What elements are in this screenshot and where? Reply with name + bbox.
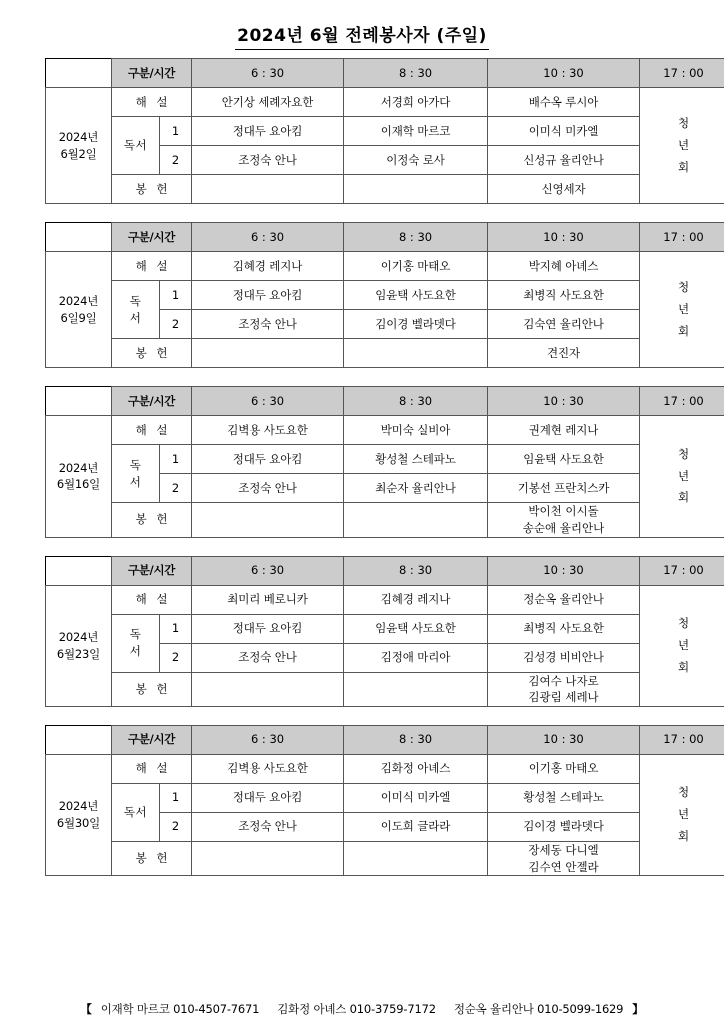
offering-names-2 bbox=[344, 503, 488, 537]
reading1-row bbox=[46, 445, 724, 474]
offering-row bbox=[46, 503, 724, 537]
reading2-name-2: 이도희 글라라 bbox=[344, 812, 488, 841]
reading-number-1: 1 bbox=[160, 445, 192, 474]
reading2-name-1: 조정숙 안나 bbox=[192, 146, 344, 175]
reading1-name-3: 황성철 스테파노 bbox=[488, 783, 640, 812]
header-time-4: 17 : 00 bbox=[640, 725, 724, 754]
reading2-name-1: 조정숙 안나 bbox=[192, 310, 344, 339]
date-cell-line-2: 6월2일 bbox=[60, 146, 97, 161]
commentary-row bbox=[46, 88, 724, 117]
header-time-4: 17 : 00 bbox=[640, 59, 724, 88]
commentary-name-1: 김벽용 사도요한 bbox=[192, 754, 344, 783]
reading1-name-3: 최병직 사도요한 bbox=[488, 281, 640, 310]
header-time-3: 10 : 30 bbox=[488, 387, 640, 416]
youth-group-cell-line-3: 회 bbox=[677, 159, 690, 174]
reading-number-1: 1 bbox=[160, 281, 192, 310]
page-title: 2024년 6월 전례봉사자 (주일) bbox=[235, 26, 489, 50]
header-section-label: 구분/시간 bbox=[112, 387, 192, 416]
date-cell bbox=[46, 252, 112, 368]
reading2-name-3: 김성경 비비안나 bbox=[488, 643, 640, 672]
offering-names-1 bbox=[192, 175, 344, 204]
reading1-row bbox=[46, 281, 724, 310]
header-blank-cell bbox=[46, 725, 112, 754]
role-label-reading-line-2: 서 bbox=[129, 474, 142, 489]
youth-group-cell-line-2: 년 bbox=[677, 468, 690, 483]
offering-row bbox=[46, 175, 724, 204]
youth-group-cell-line-3: 회 bbox=[677, 829, 690, 844]
header-time-2: 8 : 30 bbox=[344, 725, 488, 754]
commentary-name-3: 박지혜 아녜스 bbox=[488, 252, 640, 281]
header-time-3: 10 : 30 bbox=[488, 223, 640, 252]
commentary-row bbox=[46, 416, 724, 445]
offering-names-3-lines bbox=[488, 503, 639, 536]
footer-contact-phone-3: 010-5099-1629 bbox=[533, 1002, 624, 1016]
header-section-label: 구분/시간 bbox=[112, 223, 192, 252]
offering-names-3 bbox=[488, 503, 640, 537]
header-time-3: 10 : 30 bbox=[488, 556, 640, 585]
footer-contact-phone-1: 010-4507-7671 bbox=[169, 1002, 260, 1016]
header-time-1: 6 : 30 bbox=[192, 725, 344, 754]
header-blank-cell bbox=[46, 556, 112, 585]
reading1-name-3: 이미식 미카엘 bbox=[488, 117, 640, 146]
offering-row bbox=[46, 672, 724, 706]
youth-group-cell bbox=[640, 252, 724, 368]
commentary-name-3: 이기홍 마태오 bbox=[488, 754, 640, 783]
footer-contact-2 bbox=[277, 1001, 436, 1017]
reading-number-2: 2 bbox=[160, 310, 192, 339]
role-label-reading: 독서 bbox=[112, 783, 160, 841]
header-row bbox=[46, 59, 724, 88]
offering-names-1 bbox=[192, 503, 344, 537]
role-label-commentary: 해 설 bbox=[112, 585, 192, 614]
youth-group-cell bbox=[640, 416, 724, 537]
date-cell-line-1: 2024년 bbox=[58, 294, 99, 309]
offering-names-3-line-2: 김광림 세레나 bbox=[528, 690, 599, 705]
commentary-name-1: 김벽용 사도요한 bbox=[192, 416, 344, 445]
footer-contact-name-2: 김화정 아녜스 bbox=[277, 1002, 347, 1016]
header-time-1: 6 : 30 bbox=[192, 59, 344, 88]
commentary-name-3: 정순옥 율리안나 bbox=[488, 585, 640, 614]
reading2-name-3: 김숙연 율리안나 bbox=[488, 310, 640, 339]
offering-names-3: 견진자 bbox=[488, 339, 640, 368]
youth-group-cell-line-2: 년 bbox=[677, 301, 690, 316]
commentary-name-2: 서경희 아가다 bbox=[344, 88, 488, 117]
commentary-name-1: 최미리 베로니카 bbox=[192, 585, 344, 614]
youth-group-cell-line-2: 년 bbox=[677, 807, 690, 822]
offering-names-3-line-1: 장세동 다니엘 bbox=[528, 842, 599, 857]
reading1-name-2: 이재학 마르코 bbox=[344, 117, 488, 146]
header-time-1: 6 : 30 bbox=[192, 387, 344, 416]
date-cell bbox=[46, 88, 112, 204]
youth-group-cell-line-3: 회 bbox=[677, 490, 690, 505]
offering-names-3 bbox=[488, 672, 640, 706]
commentary-name-3: 배수옥 루시아 bbox=[488, 88, 640, 117]
youth-group-cell-lines bbox=[678, 277, 689, 343]
reading-number-2: 2 bbox=[160, 146, 192, 175]
offering-names-3-lines bbox=[488, 673, 639, 706]
footer-contact-1 bbox=[101, 1001, 260, 1017]
offering-row bbox=[46, 841, 724, 875]
offering-row bbox=[46, 339, 724, 368]
offering-names-3-lines bbox=[488, 842, 639, 875]
title-container bbox=[0, 0, 724, 58]
role-label-reading-lines bbox=[130, 457, 142, 490]
reading-number-2: 2 bbox=[160, 474, 192, 503]
schedule-table-week-4 bbox=[45, 556, 724, 707]
role-label-offering: 봉 헌 bbox=[112, 503, 192, 537]
youth-group-cell bbox=[640, 585, 724, 706]
role-label-offering: 봉 헌 bbox=[112, 339, 192, 368]
offering-names-3-line-2: 송순애 율리안나 bbox=[522, 520, 605, 535]
header-row bbox=[46, 223, 724, 252]
reading1-name-2: 임윤택 사도요한 bbox=[344, 281, 488, 310]
role-label-reading-line-1: 독 bbox=[129, 627, 142, 642]
commentary-name-1: 김혜경 레지나 bbox=[192, 252, 344, 281]
header-time-2: 8 : 30 bbox=[344, 556, 488, 585]
role-label-reading-lines bbox=[130, 293, 142, 326]
header-row bbox=[46, 725, 724, 754]
youth-group-cell bbox=[640, 754, 724, 875]
date-cell-lines bbox=[59, 293, 98, 326]
header-section-label: 구분/시간 bbox=[112, 556, 192, 585]
header-time-1: 6 : 30 bbox=[192, 223, 344, 252]
reading1-name-1: 정대두 요아킴 bbox=[192, 614, 344, 643]
reading2-name-2: 김이경 벨라뎃다 bbox=[344, 310, 488, 339]
reading2-name-1: 조정숙 안나 bbox=[192, 474, 344, 503]
youth-group-cell-line-1: 청 bbox=[677, 785, 690, 800]
reading1-name-1: 정대두 요아킴 bbox=[192, 445, 344, 474]
reading2-name-2: 최순자 율리안나 bbox=[344, 474, 488, 503]
youth-group-cell bbox=[640, 88, 724, 204]
footer-contacts bbox=[0, 1001, 724, 1017]
date-cell-line-1: 2024년 bbox=[58, 130, 99, 145]
role-label-reading bbox=[112, 614, 160, 672]
commentary-row bbox=[46, 585, 724, 614]
offering-names-2 bbox=[344, 175, 488, 204]
reading1-name-2: 임윤택 사도요한 bbox=[344, 614, 488, 643]
date-cell-lines bbox=[57, 798, 100, 831]
offering-names-1 bbox=[192, 841, 344, 875]
schedule-table-week-5 bbox=[45, 725, 724, 876]
youth-group-cell-lines bbox=[678, 613, 689, 679]
reading1-name-1: 정대두 요아킴 bbox=[192, 117, 344, 146]
youth-group-cell-line-1: 청 bbox=[677, 446, 690, 461]
header-blank-cell bbox=[46, 223, 112, 252]
header-time-1: 6 : 30 bbox=[192, 556, 344, 585]
commentary-row bbox=[46, 252, 724, 281]
header-time-3: 10 : 30 bbox=[488, 59, 640, 88]
offering-names-3-line-1: 박이천 이시돌 bbox=[528, 504, 599, 519]
commentary-name-2: 박미숙 실비아 bbox=[344, 416, 488, 445]
date-cell bbox=[46, 754, 112, 875]
offering-names-3 bbox=[488, 841, 640, 875]
reading1-row bbox=[46, 117, 724, 146]
date-cell bbox=[46, 416, 112, 537]
youth-group-cell-line-1: 청 bbox=[677, 115, 690, 130]
reading1-name-3: 임윤택 사도요한 bbox=[488, 445, 640, 474]
offering-names-2 bbox=[344, 339, 488, 368]
role-label-commentary: 해 설 bbox=[112, 88, 192, 117]
role-label-reading-line-1: 독 bbox=[129, 294, 142, 309]
reading2-name-1: 조정숙 안나 bbox=[192, 812, 344, 841]
youth-group-cell-lines bbox=[678, 782, 689, 848]
offering-names-2 bbox=[344, 841, 488, 875]
date-cell-lines bbox=[57, 629, 100, 662]
header-time-3: 10 : 30 bbox=[488, 725, 640, 754]
footer-contact-phone-2: 010-3759-7172 bbox=[346, 1002, 436, 1016]
youth-group-cell-line-3: 회 bbox=[677, 323, 690, 338]
reading2-name-1: 조정숙 안나 bbox=[192, 643, 344, 672]
role-label-commentary: 해 설 bbox=[112, 416, 192, 445]
header-blank-cell bbox=[46, 59, 112, 88]
reading2-name-2: 이정숙 로사 bbox=[344, 146, 488, 175]
reading-number-2: 2 bbox=[160, 643, 192, 672]
youth-group-cell-line-2: 년 bbox=[677, 137, 690, 152]
youth-group-cell-line-1: 청 bbox=[677, 616, 690, 630]
offering-names-2 bbox=[344, 672, 488, 706]
date-cell-line-1: 2024년 bbox=[58, 630, 99, 645]
reading-number-1: 1 bbox=[160, 117, 192, 146]
reading-number-2: 2 bbox=[160, 812, 192, 841]
date-cell-lines bbox=[59, 129, 98, 162]
role-label-commentary: 해 설 bbox=[112, 754, 192, 783]
reading1-name-2: 황성철 스테파노 bbox=[344, 445, 488, 474]
reading2-name-3: 김이경 벨라뎃다 bbox=[488, 812, 640, 841]
schedule-table-week-1 bbox=[45, 58, 724, 204]
reading-number-1: 1 bbox=[160, 614, 192, 643]
reading1-name-1: 정대두 요아킴 bbox=[192, 281, 344, 310]
reading-number-1: 1 bbox=[160, 783, 192, 812]
offering-names-1 bbox=[192, 339, 344, 368]
role-label-reading bbox=[112, 281, 160, 339]
date-cell-line-1: 2024년 bbox=[58, 460, 99, 475]
footer-close-bracket: 】 bbox=[632, 1002, 644, 1016]
reading2-name-3: 기봉선 프란치스카 bbox=[488, 474, 640, 503]
role-label-commentary: 해 설 bbox=[112, 252, 192, 281]
commentary-name-3: 권계현 레지나 bbox=[488, 416, 640, 445]
header-time-2: 8 : 30 bbox=[344, 223, 488, 252]
role-label-reading-line-2: 서 bbox=[129, 310, 142, 325]
reading1-row bbox=[46, 614, 724, 643]
offering-names-3-line-2: 김수연 안젤라 bbox=[528, 859, 599, 874]
header-row bbox=[46, 556, 724, 585]
header-section-label: 구분/시간 bbox=[112, 725, 192, 754]
reading2-name-2: 김정애 마리아 bbox=[344, 643, 488, 672]
date-cell-lines bbox=[57, 460, 100, 493]
role-label-offering: 봉 헌 bbox=[112, 841, 192, 875]
role-label-reading-line-2: 서 bbox=[129, 644, 142, 659]
offering-names-3-line-1: 김여수 나자로 bbox=[528, 673, 599, 688]
date-cell-line-2: 6월16일 bbox=[56, 477, 101, 492]
commentary-name-2: 이기홍 마태오 bbox=[344, 252, 488, 281]
header-time-4: 17 : 00 bbox=[640, 556, 724, 585]
header-row bbox=[46, 387, 724, 416]
footer-contact-name-3: 정순옥 율리안나 bbox=[453, 1002, 534, 1016]
date-cell-line-2: 6월30일 bbox=[56, 816, 101, 831]
role-label-offering: 봉 헌 bbox=[112, 672, 192, 706]
commentary-name-2: 김혜경 레지나 bbox=[344, 585, 488, 614]
youth-group-cell-line-2: 년 bbox=[677, 637, 690, 652]
reading1-name-3: 최병직 사도요한 bbox=[488, 614, 640, 643]
header-time-4: 17 : 00 bbox=[640, 387, 724, 416]
schedule-tables-container bbox=[0, 58, 724, 876]
commentary-name-2: 김화정 아녜스 bbox=[344, 754, 488, 783]
reading2-name-3: 신성규 율리안나 bbox=[488, 146, 640, 175]
reading1-row bbox=[46, 783, 724, 812]
youth-group-cell-line-3: 회 bbox=[677, 659, 690, 674]
schedule-table-week-3 bbox=[45, 386, 724, 537]
youth-group-cell-line-1: 청 bbox=[677, 279, 690, 294]
header-section-label: 구분/시간 bbox=[112, 59, 192, 88]
role-label-reading: 독서 bbox=[112, 117, 160, 175]
commentary-name-1: 안기상 세례자요한 bbox=[192, 88, 344, 117]
reading1-name-2: 이미식 미카엘 bbox=[344, 783, 488, 812]
role-label-reading-line-1: 독 bbox=[129, 458, 142, 473]
youth-group-cell-lines bbox=[678, 113, 689, 179]
offering-names-1 bbox=[192, 672, 344, 706]
commentary-row bbox=[46, 754, 724, 783]
header-time-4: 17 : 00 bbox=[640, 223, 724, 252]
offering-names-3: 신영세자 bbox=[488, 175, 640, 204]
date-cell bbox=[46, 585, 112, 706]
date-cell-line-1: 2024년 bbox=[58, 799, 99, 814]
header-time-2: 8 : 30 bbox=[344, 387, 488, 416]
role-label-offering: 봉 헌 bbox=[112, 175, 192, 204]
date-cell-line-2: 6일9일 bbox=[60, 310, 97, 325]
role-label-reading-lines bbox=[130, 626, 142, 659]
footer-contact-name-1: 이재학 마르코 bbox=[100, 1002, 170, 1016]
footer-contact-3 bbox=[454, 1001, 623, 1017]
role-label-reading bbox=[112, 445, 160, 503]
header-blank-cell bbox=[46, 387, 112, 416]
date-cell-line-2: 6월23일 bbox=[56, 646, 101, 661]
schedule-table-week-2 bbox=[45, 222, 724, 368]
reading1-name-1: 정대두 요아킴 bbox=[192, 783, 344, 812]
footer-open-bracket: 【 bbox=[80, 1002, 92, 1016]
youth-group-cell-lines bbox=[678, 444, 689, 510]
header-time-2: 8 : 30 bbox=[344, 59, 488, 88]
